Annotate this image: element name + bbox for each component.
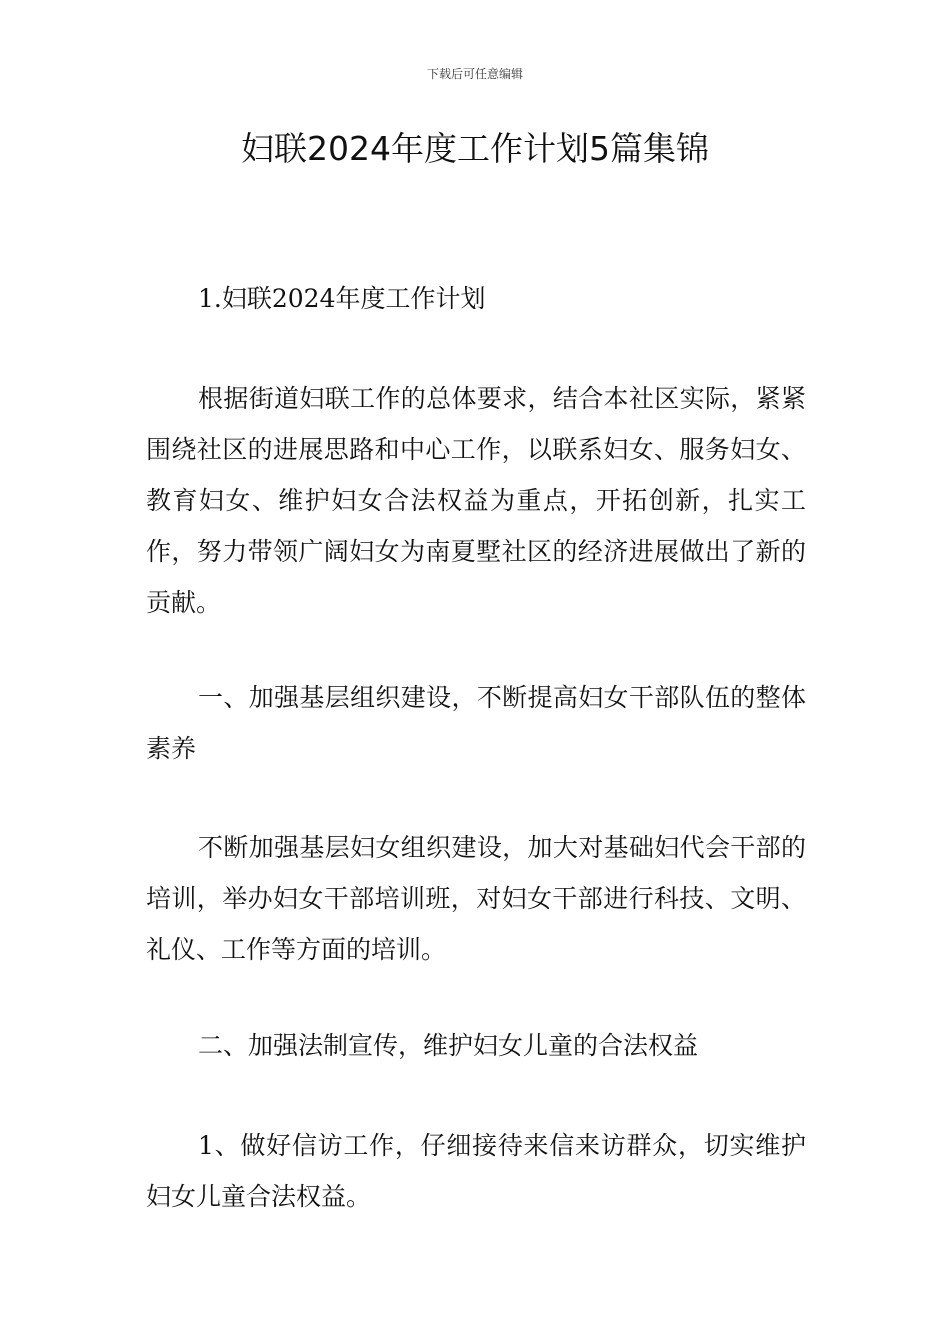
- page-title: 妇联2024年度工作计划5篇集锦: [241, 129, 709, 168]
- intro-paragraph: 根据街道妇联工作的总体要求，结合本社区实际，紧紧围绕社区的进展思路和中心工作，以联系妇女、服务妇女、教育妇女、维护妇女合法权益为重点，开拓创新，扎实工作，努力带领广阔妇女为南夏墅社区的经济进展做出了新的贡献。: [146, 384, 806, 617]
- section-heading-two: 二、加强法制宣传，维护妇女儿童的合法权益: [198, 1031, 699, 1060]
- plan-heading: 1.妇联2024年度工作计划: [198, 284, 486, 313]
- item-one-paragraph: 1、做好信访工作，仔细接待来信来访群众，切实维护妇女儿童合法权益。: [146, 1131, 806, 1211]
- section-heading-one: 一、加强基层组织建设，不断提高妇女干部队伍的整体素养: [146, 683, 806, 763]
- section-one-paragraph: 不断加强基层妇女组织建设，加大对基础妇代会干部的培训，举办妇女干部培训班，对妇女干部进行科技、文明、礼仪、工作等方面的培训。: [146, 833, 806, 964]
- header-note: 下载后可任意编辑: [426, 67, 523, 81]
